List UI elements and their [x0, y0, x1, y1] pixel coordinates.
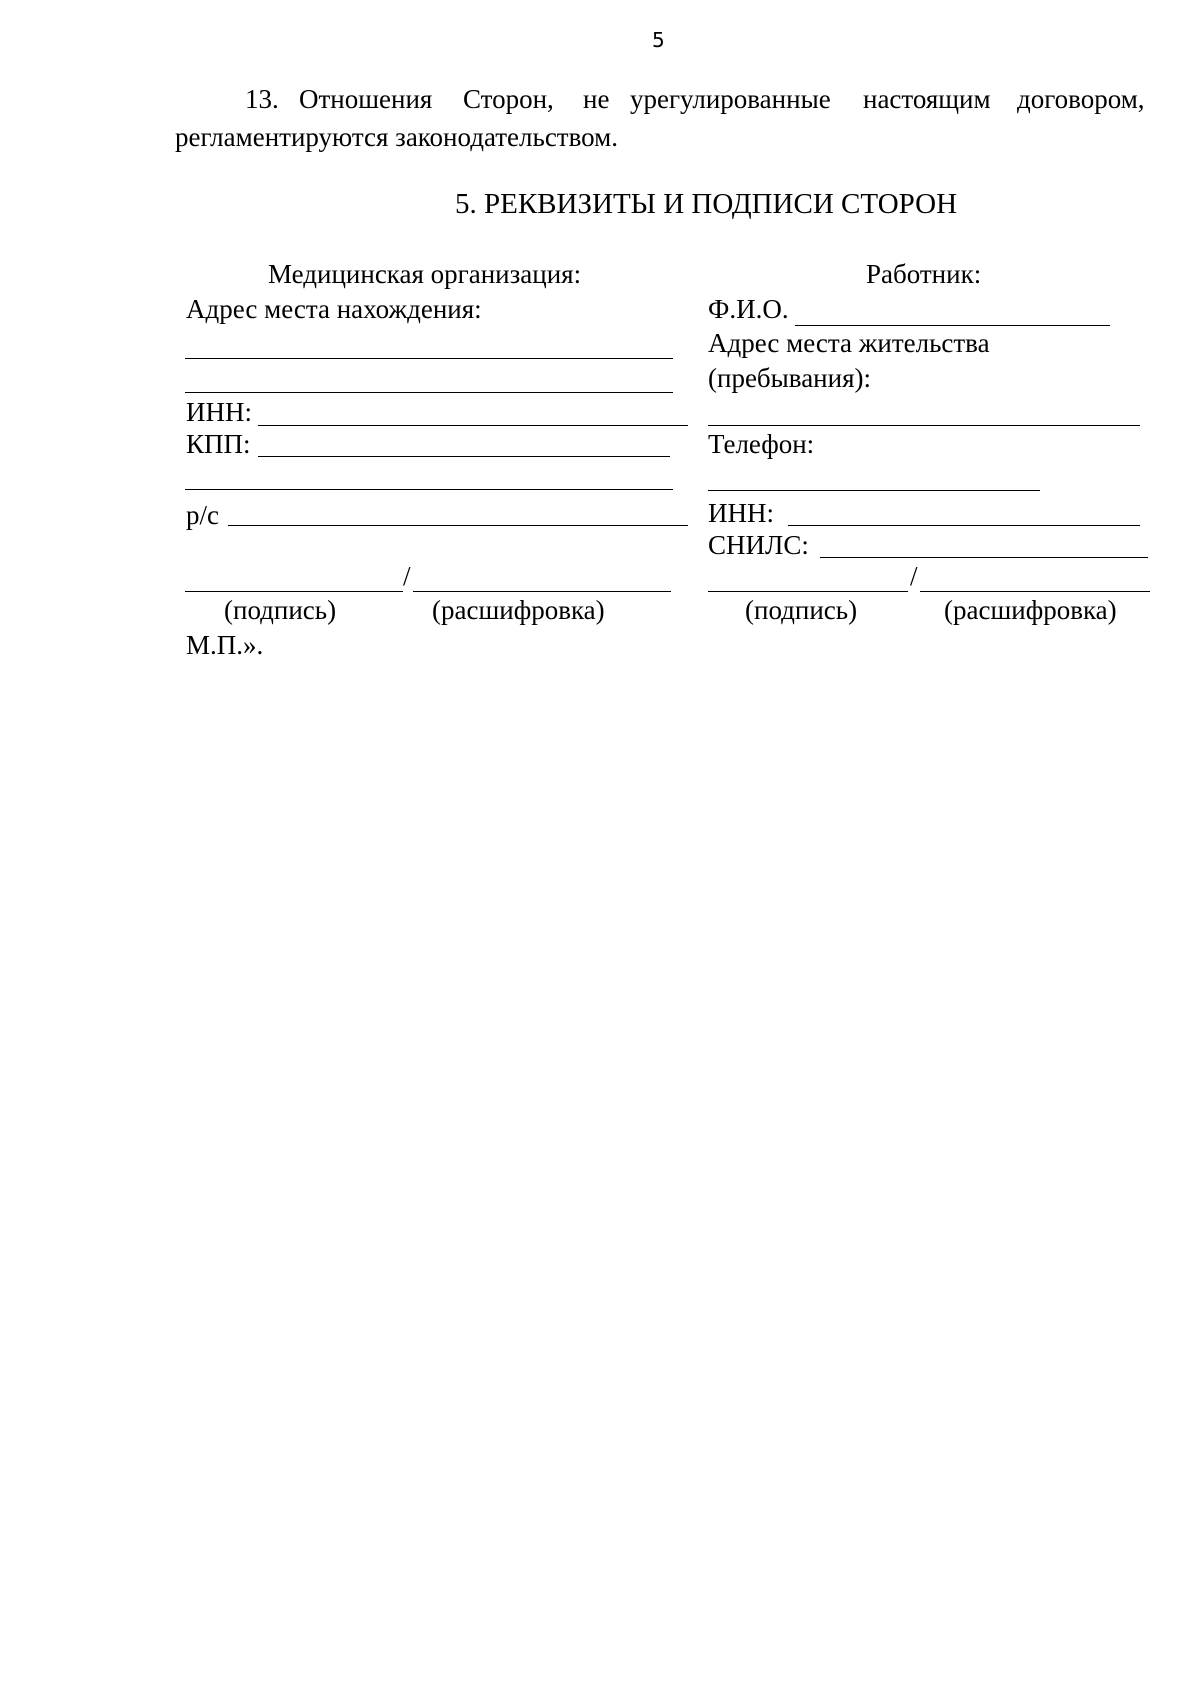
kpp-line[interactable] [258, 456, 670, 457]
signature-line[interactable] [185, 591, 403, 592]
paragraph-word: не [583, 84, 610, 114]
employee-heading: Работник: [866, 259, 982, 289]
inn-label: ИНН: [186, 397, 252, 427]
kpp-label: КПП: [186, 429, 251, 459]
page-number: 5 [652, 28, 665, 52]
signature-slash: / [403, 561, 411, 591]
snils-label: СНИЛС: [708, 530, 809, 560]
paragraph-word: Сторон, [463, 84, 554, 114]
employee-inn-label: ИНН: [708, 498, 774, 528]
employee-signature-caption: (подпись) [745, 595, 858, 625]
decode-line[interactable] [413, 591, 671, 592]
paragraph-word: Отношения [299, 84, 433, 114]
snils-line[interactable] [820, 557, 1148, 558]
address-label: Адрес места нахождения: [186, 294, 482, 324]
address-line-1[interactable] [185, 358, 673, 359]
decode-caption: (расшифровка) [432, 595, 605, 625]
fio-label: Ф.И.О. [708, 294, 789, 324]
paragraph-word: договором, [1017, 84, 1145, 114]
employee-signature-slash: / [910, 561, 918, 591]
employee-inn-line[interactable] [788, 525, 1140, 526]
employee-signature-line[interactable] [708, 591, 908, 592]
residence-line[interactable] [708, 425, 1140, 426]
paragraph-word: настоящим [863, 84, 991, 114]
account-line[interactable] [228, 525, 688, 526]
signature-caption: (подпись) [224, 595, 337, 625]
paragraph-word: урегулированные [630, 84, 831, 114]
account-label: р/с [186, 500, 219, 530]
employee-decode-caption: (расшифровка) [944, 595, 1117, 625]
residence-label-line1: Адрес места жительства [708, 328, 990, 358]
paragraph-line: регламентируются законодательством. [175, 122, 618, 152]
address-line-2[interactable] [185, 392, 673, 393]
employee-decode-line[interactable] [920, 591, 1150, 592]
phone-label: Телефон: [708, 429, 815, 459]
section-title: 5. РЕКВИЗИТЫ И ПОДПИСИ СТОРОН [455, 188, 958, 220]
stamp-mark: М.П.». [186, 630, 264, 660]
blank-line[interactable] [185, 489, 673, 490]
fio-line[interactable] [795, 325, 1110, 326]
phone-line[interactable] [708, 490, 1040, 491]
organization-heading: Медицинская организация: [268, 259, 582, 289]
inn-line[interactable] [258, 425, 688, 426]
residence-label-line2: (пребывания): [708, 363, 871, 393]
paragraph-word: 13. [245, 84, 279, 114]
